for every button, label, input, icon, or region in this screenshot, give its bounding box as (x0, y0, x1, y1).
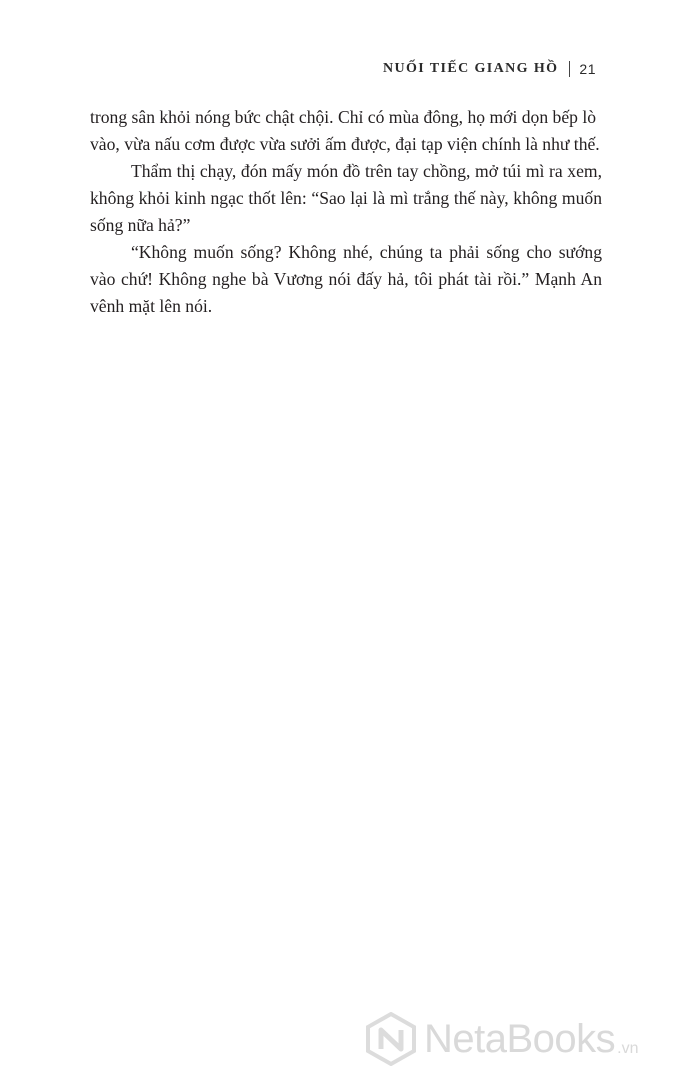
book-title: NUỐI TIẾC GIANG HỒ (382, 61, 559, 76)
watermark (364, 1012, 639, 1066)
watermark-brand: NetaBooks (424, 1016, 616, 1061)
page-number: 21 (579, 61, 596, 77)
paragraph-1: trong sân khỏi nóng bức chật chội. Chỉ có mùa đông, họ mới dọn bếp lò vào, vừa nấu cơm được vừa sưởi ấm được, đại tạp viện chính là như thế. (90, 107, 600, 154)
watermark-tld: .vn (617, 1040, 639, 1057)
running-header (383, 61, 596, 77)
netabooks-logo-icon (364, 1012, 418, 1066)
header-divider (569, 61, 570, 77)
paragraph-3: “Không muốn sống? Không nhé, chúng ta phải sống cho sướng vào chứ! Không nghe bà Vương nói đấy hả, tôi phát tài rồi.” Mạnh An vênh mặt lên nói. (90, 242, 602, 316)
paragraph-2: Thẩm thị chạy, đón mấy món đồ trên tay chồng, mở túi mì ra xem, không khỏi kinh ngạc thốt lên: “Sao lại là mì trắng thế này, không muốn sống nữa hả?” (90, 161, 602, 235)
page-body (90, 104, 602, 320)
